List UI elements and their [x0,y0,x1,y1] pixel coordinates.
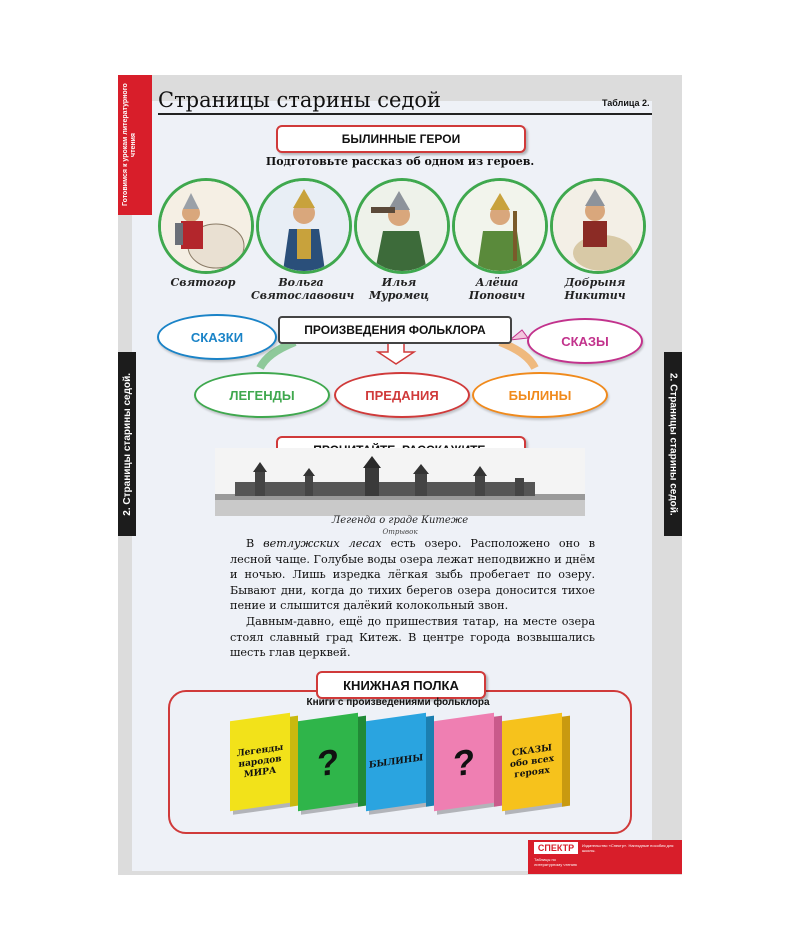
book-spine [494,716,502,807]
folklore-center: ПРОИЗВЕДЕНИЯ ФОЛЬКЛОРА [278,316,512,344]
question-mark-icon: ? [317,739,339,785]
paragraph-text: В [246,537,264,550]
knight-icon [357,181,447,271]
book-spine [358,716,366,807]
publisher-logo [528,840,682,874]
hero-name-volga [251,276,355,302]
image-caption: Легенда о граде Китеже [331,515,469,526]
book-spine [426,716,434,807]
series-tab [118,75,152,215]
publisher-brand: СПЕКТР [534,842,578,854]
side-tab-right [664,352,682,536]
hero-name-line: Добрыня [564,276,626,289]
knight-icon [259,181,349,271]
folklore-byliny: БЫЛИНЫ [472,372,608,418]
publisher-fine-print-2: Таблицы по литературному чтению [534,857,577,867]
folklore-skazy: СКАЗЫ [527,318,643,364]
publisher-fine-print: Издательство «Спектр». Наглядные пособия для школы. [582,843,674,853]
hero-portrait-ilya [354,178,450,274]
monastery-panorama-icon [215,448,585,516]
paragraph-italic: ветлужских лесах [263,537,382,550]
book-spine [562,716,570,807]
book-unknown-green [298,713,358,811]
hero-portrait-svyatogor [158,178,254,274]
legend-paragraph-1 [230,536,595,614]
hero-name-line: Илья [381,276,417,289]
arrow-to-skazy-icon [510,330,528,340]
question-mark-icon: ? [453,739,475,785]
bookshelf-subtitle: Книги с произведениями фольклора [306,697,490,708]
hero-name-line: Святославович [251,289,355,302]
legend-paragraph-2: Давным-давно, ещё до пришествия татар, на месте озера стоял славный град Китеж. В центре города возвышались шесть глав церквей. [230,615,595,659]
folklore-skazki: СКАЗКИ [157,314,277,360]
hero-name-line: Попович [468,289,526,302]
hero-portrait-alyosha [452,178,548,274]
hero-name-line: Вольга [278,276,324,289]
knight-on-horse-icon [161,181,251,271]
arrow-to-predaniya-icon [378,342,414,364]
hero-name-line: Муромец [368,289,430,302]
hero-portrait-volga [256,178,352,274]
book-legends [230,713,290,811]
hero-name-svyatogor [153,276,253,289]
book-spine [290,716,298,807]
book-title: Легенды народов МИРА [236,742,284,780]
knight-on-horse-icon [553,181,643,271]
side-tab-right-label: 2. Страницы старины седой. [667,372,679,516]
book-byliny [366,713,426,811]
table-number: Таблица 2. [602,98,650,108]
heroes-heading: БЫЛИННЫЕ ГЕРОИ [276,125,526,153]
hero-name-line: Святогор [170,276,236,289]
bookshelf-heading: КНИЖНАЯ ПОЛКА [316,671,486,699]
hero-portrait-dobrynya [550,178,646,274]
folklore-predaniya: ПРЕДАНИЯ [334,372,470,418]
page-title: Страницы старины седой [158,88,442,112]
hero-name-ilya [349,276,449,302]
hero-name-alyosha [447,276,547,302]
side-tab-left-label: 2. Страницы старины седой. [121,372,133,516]
hero-name-dobrynya [545,276,645,302]
hero-name-line: Алёша [475,276,519,289]
book-unknown-pink [434,713,494,811]
book-title: БЫЛИНЫ [368,752,424,771]
paragraph-text: есть озеро. Расположено оно в лесной чаще. Голубые воды озера лежат неподвижно и днём и ночью. Лишь изредка лёгкая зыбь пробегает по озеру. Бывают дни, когда до тихих берегов озера доносится тихое пение и слышится далёкий колокольный звон. [230,537,596,612]
series-tab-text: Готовимся к урокам литературного чтения [122,83,137,207]
kitezh-panorama-image [215,448,585,516]
folklore-legendy: ЛЕГЕНДЫ [194,372,330,418]
knight-icon [455,181,545,271]
heroes-instruction: Подготовьте рассказ об одном из героев. [265,155,535,168]
book-skazy [502,713,562,811]
book-title: СКАЗЫ обо всех героях [510,742,554,780]
hero-name-line: Никитич [564,289,626,302]
side-tab-left [118,352,136,536]
image-caption-small: Отрывок [382,528,418,536]
title-underline [158,113,652,115]
